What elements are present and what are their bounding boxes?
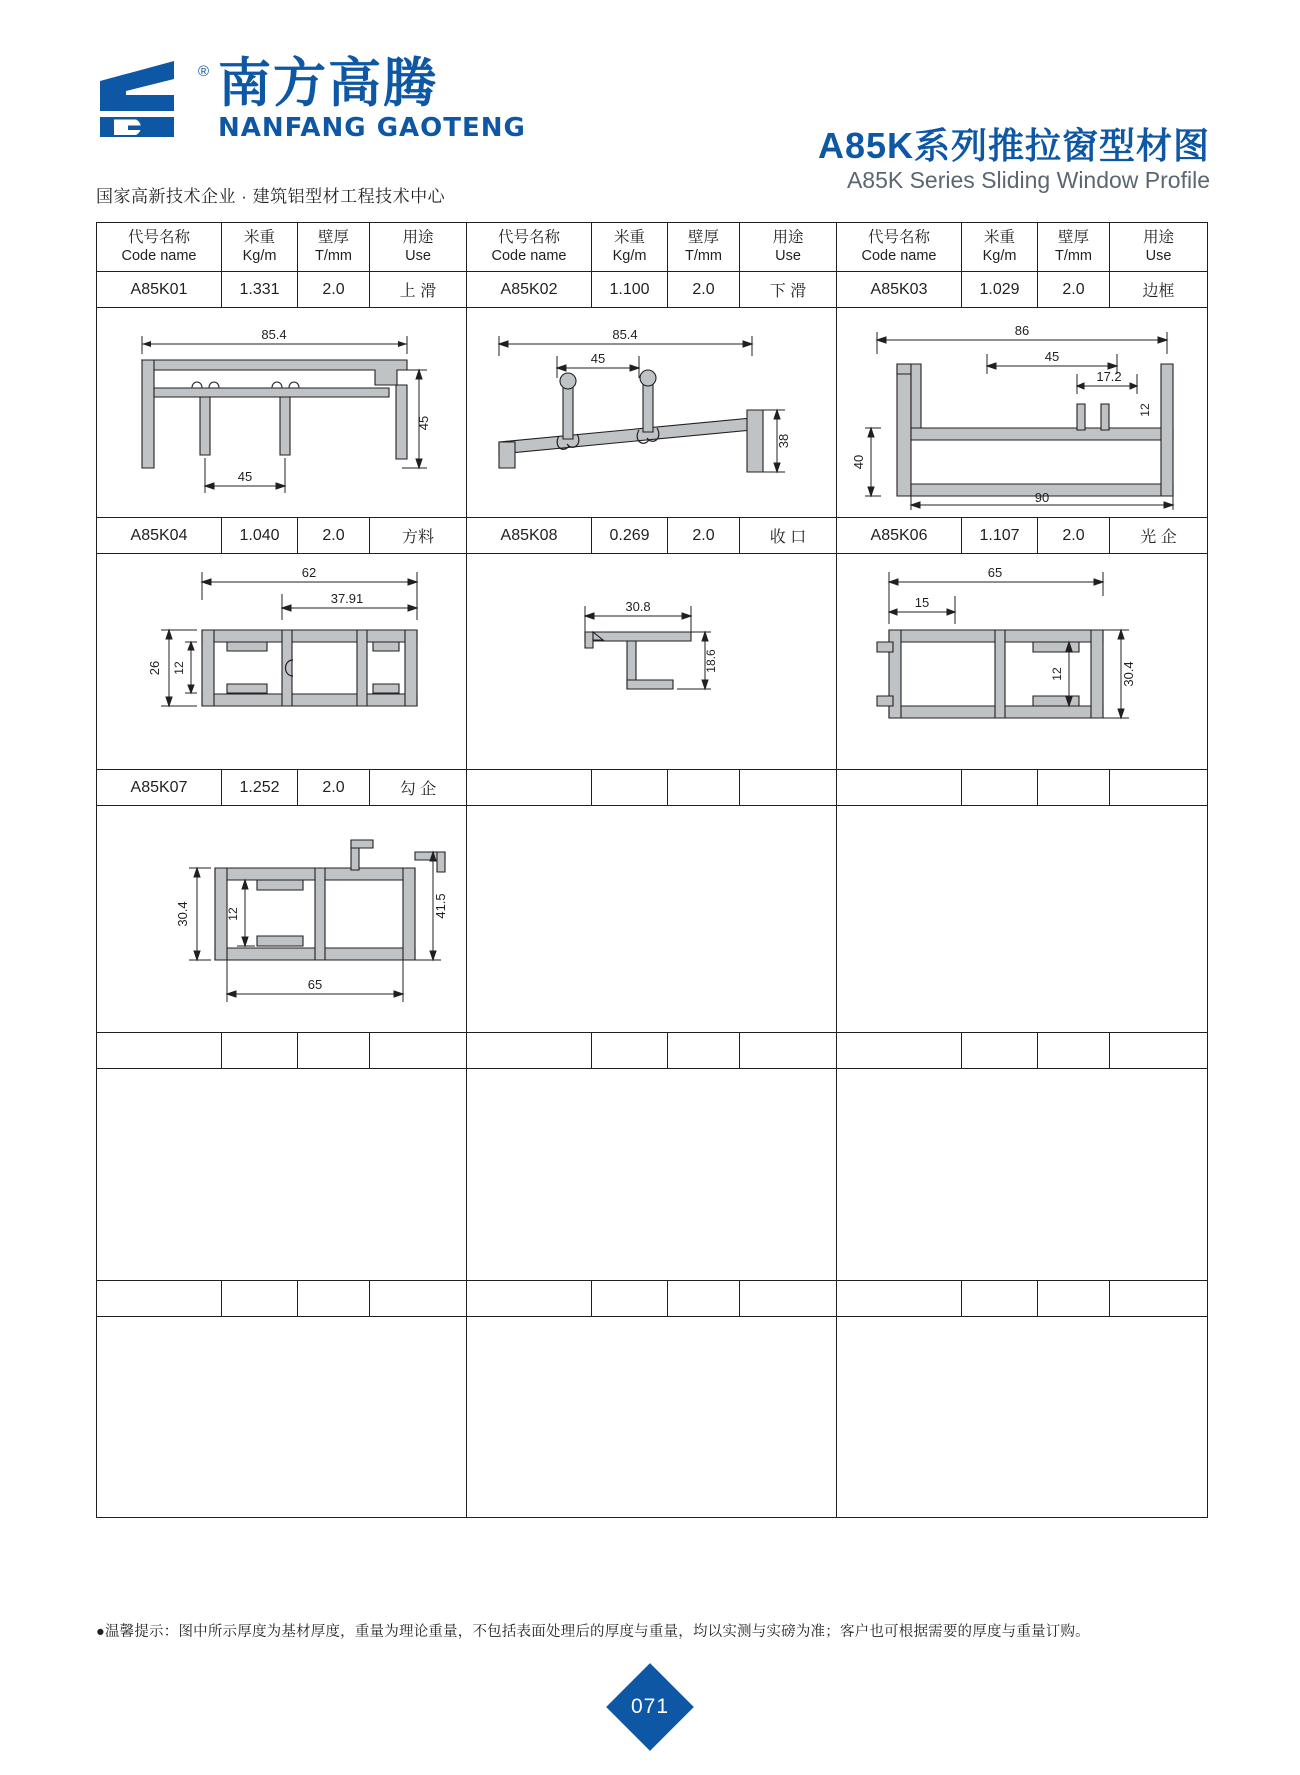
registered-trademark-icon: ® (198, 63, 210, 80)
svg-text:18.6: 18.6 (704, 649, 718, 673)
cell-code (467, 1033, 592, 1069)
cell-thickness: 2.0 (1038, 518, 1110, 554)
cell-weight: 1.029 (962, 272, 1038, 308)
cell-code (467, 1281, 592, 1317)
cell-use: 边框 (1110, 272, 1207, 308)
figure-empty (467, 1317, 837, 1517)
svg-text:12: 12 (172, 661, 186, 675)
table-row (97, 1281, 1207, 1317)
header-use-1: 用途 Use (370, 223, 467, 272)
cell-thickness (1038, 770, 1110, 806)
profile-table (96, 222, 1208, 1518)
header-weight-3: 米重 Kg/m (962, 223, 1038, 272)
cell-thickness (298, 1033, 370, 1069)
company-logo (96, 55, 526, 143)
cell-code (467, 770, 592, 806)
cell-weight: 0.269 (592, 518, 668, 554)
svg-text:45: 45 (416, 415, 431, 431)
figure-empty (97, 1317, 467, 1517)
figure-row (97, 1069, 1207, 1281)
cell-thickness: 2.0 (298, 518, 370, 554)
svg-text:26: 26 (147, 660, 162, 676)
company-tagline: 国家高新技术企业 · 建筑铝型材工程技术中心 (96, 187, 446, 206)
cell-weight (592, 1033, 668, 1069)
table-row (97, 518, 1207, 554)
table-header-row (97, 223, 1207, 272)
svg-text:45: 45 (237, 469, 253, 484)
cell-use (1110, 770, 1207, 806)
svg-text:85.4: 85.4 (261, 327, 287, 342)
header-use-3: 用途 Use (1110, 223, 1207, 272)
figure-A85K08 (467, 554, 837, 770)
header-weight-1: 米重 Kg/m (222, 223, 298, 272)
header-code-name-2: 代号名称 Code name (467, 223, 592, 272)
page-number-text: 071 (630, 1695, 670, 1718)
figure-row (97, 554, 1207, 770)
svg-text:62: 62 (301, 565, 317, 580)
cell-code (97, 1281, 222, 1317)
cell-weight: 1.252 (222, 770, 298, 806)
cell-use: 方料 (370, 518, 467, 554)
figure-empty (837, 1069, 1207, 1281)
cell-weight (222, 1033, 298, 1069)
figure-empty (467, 1069, 837, 1281)
cell-use (740, 1033, 837, 1069)
cell-use: 勾 企 (370, 770, 467, 806)
cell-use: 收 口 (740, 518, 837, 554)
table-row (97, 770, 1207, 806)
cell-code: A85K07 (97, 770, 222, 806)
cell-use: 上 滑 (370, 272, 467, 308)
svg-text:30.8: 30.8 (625, 599, 651, 614)
header-code-name-3: 代号名称 Code name (837, 223, 962, 272)
svg-text:86: 86 (1014, 323, 1030, 338)
header-thickness-1: 壁厚 T/mm (298, 223, 370, 272)
cell-use (370, 1033, 467, 1069)
header-thickness-3: 壁厚 T/mm (1038, 223, 1110, 272)
figure-A85K03 (837, 308, 1207, 518)
cell-code (837, 770, 962, 806)
table-row (97, 1033, 1207, 1069)
cell-weight: 1.100 (592, 272, 668, 308)
page-header (0, 0, 1300, 205)
cell-weight (962, 1281, 1038, 1317)
figure-A85K02 (467, 308, 837, 518)
svg-text:38: 38 (776, 433, 791, 449)
cell-thickness (1038, 1033, 1110, 1069)
svg-text:41.5: 41.5 (433, 893, 448, 919)
svg-text:30.4: 30.4 (175, 901, 190, 927)
svg-text:65: 65 (307, 977, 323, 992)
table-row (97, 272, 1207, 308)
svg-text:45: 45 (590, 351, 606, 366)
cell-weight (592, 770, 668, 806)
cell-weight (592, 1281, 668, 1317)
footer-note: ●温馨提示：图中所示厚度为基材厚度，重量为理论重量，不包括表面处理后的厚度与重量，均以实测与实磅为准；客户也可根据需要的厚度与重量订购。 (96, 1624, 1090, 1640)
svg-text:12: 12 (1138, 403, 1152, 417)
cell-code (837, 1033, 962, 1069)
figure-A85K07 (97, 806, 467, 1033)
cell-thickness (298, 1281, 370, 1317)
header-weight-2: 米重 Kg/m (592, 223, 668, 272)
svg-text:45: 45 (1044, 349, 1060, 364)
cell-use (740, 1281, 837, 1317)
page-title-en: A85K Series Sliding Window Profile (846, 167, 1210, 193)
cell-code: A85K03 (837, 272, 962, 308)
cell-thickness: 2.0 (668, 518, 740, 554)
cell-use (1110, 1281, 1207, 1317)
cell-thickness: 2.0 (298, 770, 370, 806)
cell-weight: 1.107 (962, 518, 1038, 554)
header-code-name-1: 代号名称 Code name (97, 223, 222, 272)
cell-use (370, 1281, 467, 1317)
cell-thickness: 2.0 (668, 272, 740, 308)
cell-code (97, 1033, 222, 1069)
cell-weight: 1.040 (222, 518, 298, 554)
svg-text:15: 15 (914, 595, 930, 610)
logo-company-name-en: NANFANG GAOTENG (218, 113, 526, 143)
cell-thickness (1038, 1281, 1110, 1317)
logo-company-name-cn: 南方高腾 (218, 53, 438, 114)
cell-code (837, 1281, 962, 1317)
page-title-cn: A85K系列推拉窗型材图 (817, 125, 1210, 166)
svg-text:90: 90 (1034, 490, 1050, 505)
svg-text:17.2: 17.2 (1096, 369, 1122, 384)
cell-use (1110, 1033, 1207, 1069)
figure-A85K01 (97, 308, 467, 518)
cell-code: A85K04 (97, 518, 222, 554)
svg-text:37.91: 37.91 (330, 591, 364, 606)
cell-use: 下 滑 (740, 272, 837, 308)
svg-text:12: 12 (1050, 667, 1064, 681)
svg-text:12: 12 (226, 907, 240, 921)
cell-weight (962, 770, 1038, 806)
header-thickness-2: 壁厚 T/mm (668, 223, 740, 272)
figure-empty (837, 806, 1207, 1033)
cell-code: A85K06 (837, 518, 962, 554)
logo-text (218, 55, 526, 143)
cell-thickness (668, 1033, 740, 1069)
figure-empty (97, 1069, 467, 1281)
cell-weight (222, 1281, 298, 1317)
cell-use (740, 770, 837, 806)
cell-thickness (668, 1281, 740, 1317)
logo-mark-icon (96, 55, 208, 143)
cell-use: 光 企 (1110, 518, 1207, 554)
cell-thickness: 2.0 (298, 272, 370, 308)
header-use-2: 用途 Use (740, 223, 837, 272)
svg-text:85.4: 85.4 (612, 327, 638, 342)
cell-thickness: 2.0 (1038, 272, 1110, 308)
cell-code: A85K02 (467, 272, 592, 308)
cell-code: A85K01 (97, 272, 222, 308)
svg-text:65: 65 (987, 565, 1003, 580)
cell-weight (962, 1033, 1038, 1069)
cell-thickness (668, 770, 740, 806)
cell-weight: 1.331 (222, 272, 298, 308)
page-number (619, 1676, 681, 1738)
figure-empty (467, 806, 837, 1033)
svg-text:30.4: 30.4 (1121, 661, 1136, 687)
figure-A85K06 (837, 554, 1207, 770)
cell-code: A85K08 (467, 518, 592, 554)
figure-empty (837, 1317, 1207, 1517)
svg-text:40: 40 (851, 454, 866, 470)
figure-row (97, 1317, 1207, 1517)
figure-row (97, 308, 1207, 518)
figure-row (97, 806, 1207, 1033)
figure-A85K04 (97, 554, 467, 770)
